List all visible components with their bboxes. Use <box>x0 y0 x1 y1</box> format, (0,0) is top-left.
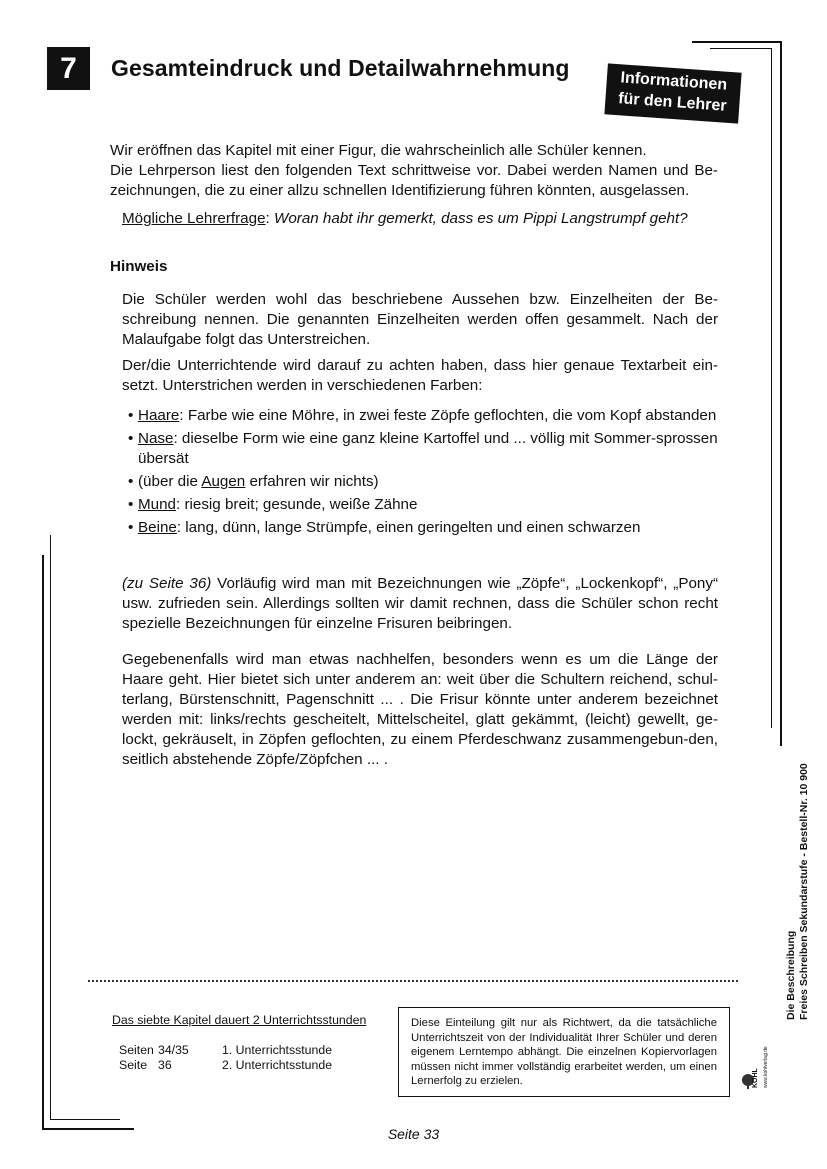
intro-line: Wir eröffnen das Kapitel mit einer Figur, die wahrscheinlich alle Schüler kennen. <box>110 142 647 159</box>
dotted-divider <box>88 980 738 982</box>
feature-list <box>128 406 718 541</box>
question-label: Mögliche Lehrerfrage <box>122 210 266 227</box>
page-title: Gesamteindruck und Detailwahrnehmung <box>111 55 570 81</box>
schedule-table: Seiten 34/35 1. Unterrichtsstunde Seite 36 2. Unterrichtsstunde <box>119 1043 333 1072</box>
badge-line: Informationen <box>620 69 728 94</box>
publisher-logo <box>740 1020 770 1090</box>
hinweis-paragraph-1: Die Schüler werden wohl das beschriebene Aussehen bzw. Einzelheiten der Be-schreibung nennen. Die genannten Einzelheiten werden offen gesammelt. Nach der Malaufgabe folgt das Unterstreichen. <box>122 291 718 348</box>
duration-text: Das siebte Kapitel dauert 2 Unterrichtsstunden <box>112 1013 367 1027</box>
paragraph-hair-length: Gegebenenfalls wird man etwas nachhelfen, besonders wenn es um die Länge der Haare geht. Hier bietet sich unter anderem an: weit über die Schultern reichend, schul-terlang, Bürstenschnitt, Pagenschnitt ... . Die Frisur könnte unter anderem bezeichnet werden mit: links/rechts gescheitelt, Mittelscheitel, glatt gekämmt, (leicht) gewellt, ge-lockt, gekräuselt, in Zöpfen geflochten, zu einem Pferdeschwanz zusammengebun-den, seitlich abstehende Zöpfe/Zöpfchen ... . <box>122 651 718 768</box>
chapter-number: 7 <box>47 47 90 90</box>
tree-icon <box>740 1020 770 1090</box>
lesson-schedule <box>112 1013 366 1072</box>
frame-line <box>710 48 772 49</box>
feature-term: Haare <box>138 407 180 424</box>
logo-text: KOHL <box>752 1068 759 1088</box>
page-number: Seite 33 <box>387 1126 440 1142</box>
hinweis-heading: Hinweis <box>110 258 168 275</box>
frame-line <box>42 555 44 1130</box>
series-info: Die Beschreibung Freies Schreiben Sekundarstufe - Bestell-Nr. 10 900 <box>785 763 810 1020</box>
frame-line <box>771 48 772 728</box>
frame-line <box>50 1119 120 1120</box>
note-box: Diese Einteilung gilt nur als Richtwert, da die tatsächliche Unterrichtszeit von der Individualität Ihrer Schüler und deren eigenem Lerntempo abhängt. Die einzelnen Kopiervorlagen müssen nicht immer vollständig erarbeitet werden, um einen Lernerfolg zu erzielen. <box>398 1007 730 1097</box>
question-text: Woran habt ihr gemerkt, dass es um Pippi Langstrumpf geht? <box>273 210 688 227</box>
teacher-question <box>122 210 722 227</box>
feature-term: Nase <box>138 430 174 447</box>
logo-url: www.kohlverlag.de <box>763 1046 769 1088</box>
page-reference: (zu Seite 36) <box>122 575 212 592</box>
feature-term: Mund <box>138 496 176 513</box>
list-item: • Haare: Farbe wie eine Möhre, in zwei feste Zöpfe geflochten, die vom Kopf abstanden <box>128 407 717 424</box>
badge-line: für den Lehrer <box>617 90 728 115</box>
intro-line: Die Lehrperson liest den folgenden Text schrittweise vor. Dabei werden Namen und Be-zeichnungen, die zu einer allzu schnellen Identifizierung führen könnten, ausgelassen. <box>110 162 718 199</box>
hinweis-paragraph-2: Der/die Unterrichtende wird darauf zu achten haben, dass hier genaue Textarbeit ein-setzt. Unterstrichen werden in verschiedenen Farben: <box>122 357 718 394</box>
intro-text <box>110 141 718 201</box>
paragraph-hairstyles: (zu Seite 36) Vorläufig wird man mit Bezeichnungen wie „Zöpfe“, „Lockenkopf“, „Pony“ usw. zufrieden sein. Allerdings sollten wir damit rechnen, dass die Schüler schon recht spezielle Bezeichnungen für einzelne Frisuren beibringen. <box>122 575 718 632</box>
feature-term: Beine <box>138 519 177 536</box>
list-item: • Beine: lang, dünn, lange Strümpfe, einen geringelten und einen schwarzen <box>128 519 641 536</box>
frame-line <box>692 41 782 43</box>
frame-line <box>50 535 51 1120</box>
list-item: • (über die Augen erfahren wir nichts) <box>128 473 379 490</box>
teacher-info-badge <box>604 63 741 123</box>
question-colon: : <box>265 210 274 227</box>
list-item: • Mund: riesig breit; gesunde, weiße Zähne <box>128 496 418 513</box>
feature-term: Augen <box>201 473 246 490</box>
list-item: • Nase: dieselbe Form wie eine ganz kleine Kartoffel und ... völlig mit Sommer-sprossen übersät <box>128 430 718 467</box>
frame-line <box>780 41 782 746</box>
